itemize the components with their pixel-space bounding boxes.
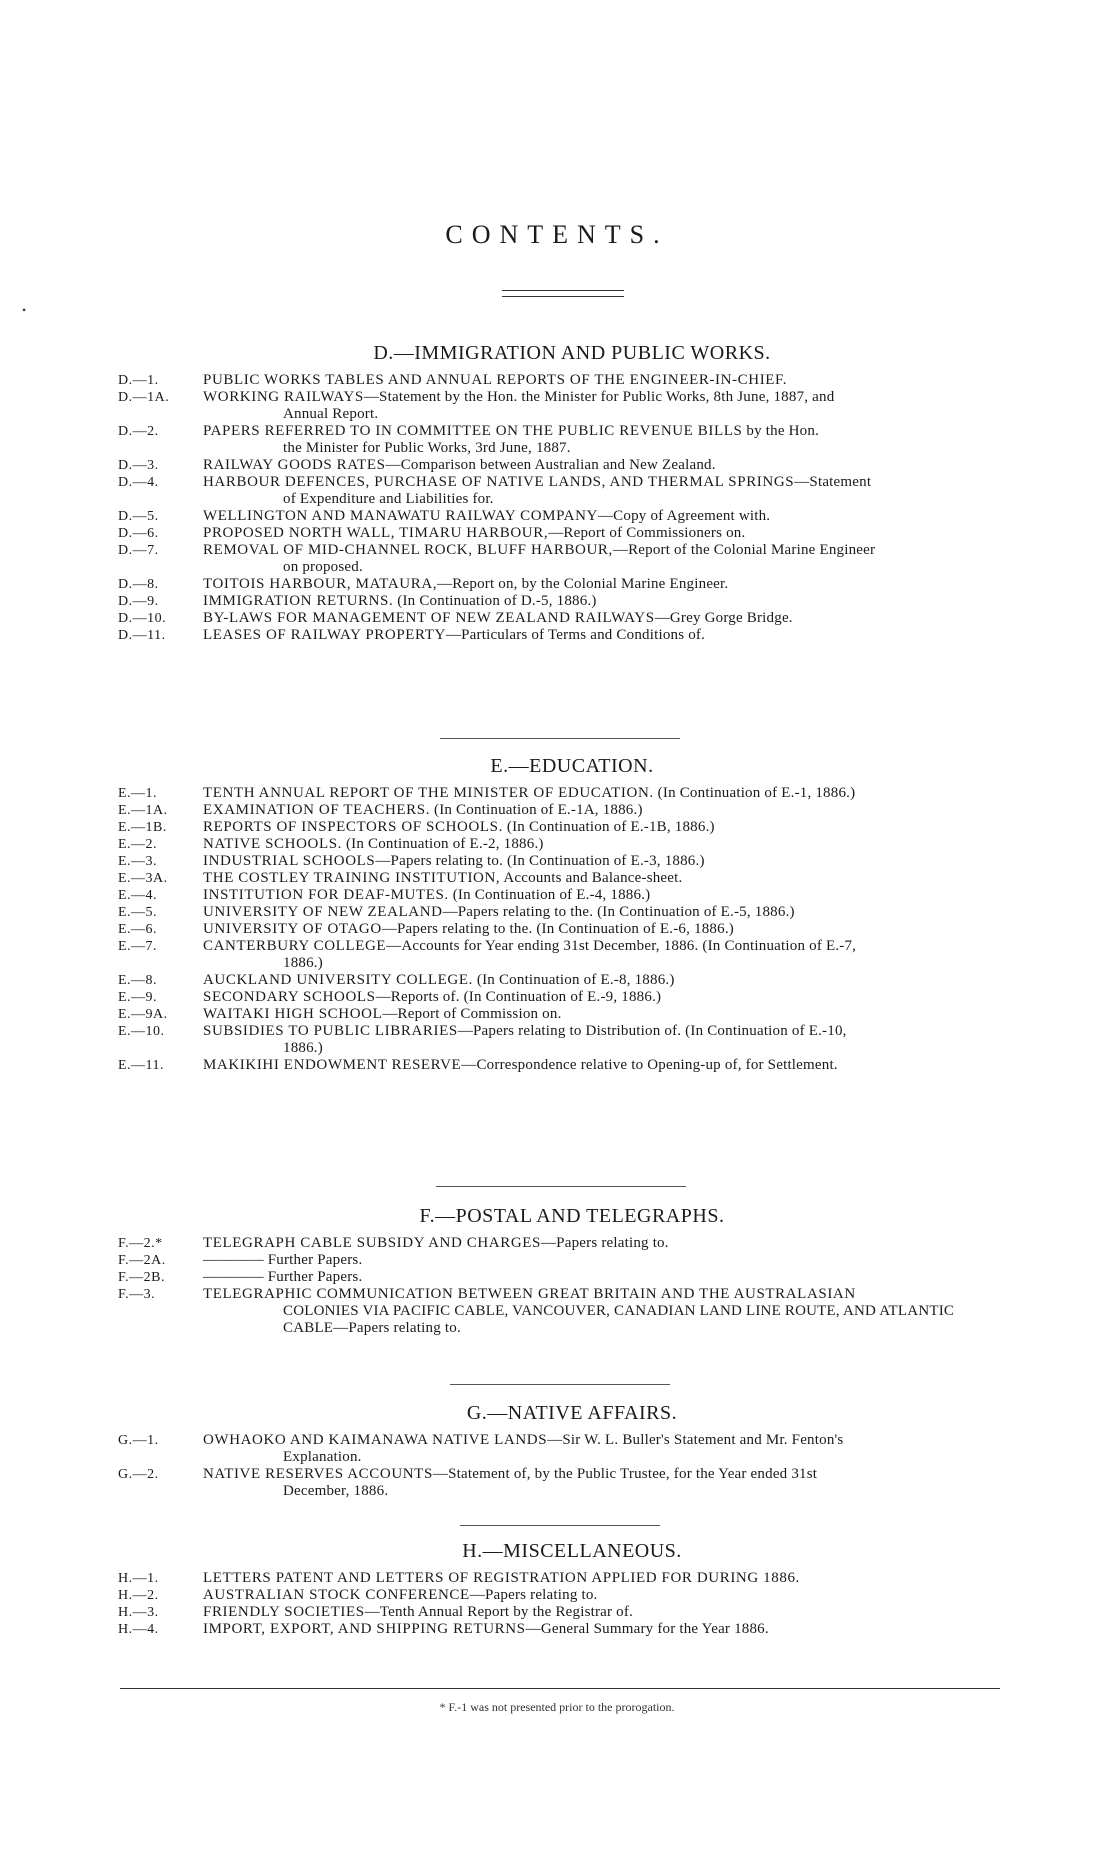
section-heading: G.—NATIVE AFFAIRS. <box>466 1402 678 1424</box>
entry-title: FRIENDLY SOCIETIES <box>203 1604 365 1620</box>
entry-description: (In Continuation of E.-4, 1886.) <box>448 887 651 903</box>
entry-text <box>203 1604 1008 1621</box>
toc-entry <box>0 1235 1114 1252</box>
entry-title: OWHAOKO AND KAIMANAWA NATIVE LANDS <box>203 1432 548 1448</box>
entry-text <box>203 457 1008 474</box>
entry-code: F.—3. <box>118 1287 156 1302</box>
entry-code: E.—1. <box>118 786 158 801</box>
entry-description: (In Continuation of E.-1B, 1886.) <box>502 819 715 835</box>
entry-code: G.—1. <box>118 1433 159 1448</box>
entry-code: E.—8. <box>118 973 158 988</box>
entry-text <box>203 1621 1008 1638</box>
entry-title: SECONDARY SCHOOLS <box>203 989 376 1005</box>
toc-entry <box>0 1252 1114 1269</box>
entry-title: TELEGRAPH CABLE SUBSIDY AND CHARGES <box>203 1235 541 1251</box>
entry-description: —Statement by the Hon. the Minister for Public Works, 8th June, 1887, and <box>363 389 835 405</box>
entry-title: WAITAKI HIGH SCHOOL <box>203 1006 383 1022</box>
entry-continuation: 1886.) <box>283 955 323 971</box>
entry-text <box>203 1570 1008 1587</box>
entry-text <box>203 474 1008 508</box>
toc-entry <box>0 593 1114 610</box>
page-title: CONTENTS. <box>445 220 669 249</box>
entry-text <box>203 1587 1008 1604</box>
toc-entry <box>0 1006 1114 1023</box>
entry-text <box>203 785 1008 802</box>
entry-code: E.—3. <box>118 854 158 869</box>
entry-text <box>203 870 1008 887</box>
entry-title: TENTH ANNUAL REPORT OF THE MINISTER OF EDUCATION. <box>203 785 654 801</box>
entry-continuation: the Minister for Public Works, 3rd June, 1887. <box>283 440 571 456</box>
entry-text <box>203 1466 1008 1500</box>
entry-description: —Reports of. (In Continuation of E.-9, 1886.) <box>375 989 662 1005</box>
entry-code: D.—11. <box>118 628 166 643</box>
entry-description: —Correspondence relative to Opening-up of, for Settlement. <box>461 1057 838 1073</box>
entry-list <box>0 1235 1114 1337</box>
entry-text <box>203 389 1008 423</box>
entry-text <box>203 1057 1008 1074</box>
entry-description: (In Continuation of E.-1A, 1886.) <box>430 802 643 818</box>
entry-code: H.—3. <box>118 1605 159 1620</box>
entry-code: E.—9. <box>118 990 158 1005</box>
toc-entry <box>0 1570 1114 1587</box>
entry-code: D.—1. <box>118 373 159 388</box>
entry-code: E.—7. <box>118 939 158 954</box>
entry-text <box>203 1252 1008 1269</box>
entry-code: E.—4. <box>118 888 158 903</box>
entry-description: —Report on, by the Colonial Marine Engineer. <box>437 576 729 592</box>
entry-text <box>203 819 1008 836</box>
toc-entry <box>0 1269 1114 1286</box>
section-separator <box>436 1186 686 1187</box>
entry-text <box>203 972 1008 989</box>
entry-description: —Papers relating to Distribution of. (In Continuation of E.-10, <box>457 1023 847 1039</box>
entry-title: NATIVE RESERVES ACCOUNTS <box>203 1466 433 1482</box>
toc-entry <box>0 372 1114 389</box>
entry-text <box>203 938 1008 972</box>
entry-description: (In Continuation of E.-8, 1886.) <box>472 972 675 988</box>
entry-description: —Report of Commissioners on. <box>548 525 746 541</box>
toc-entry <box>0 542 1114 576</box>
toc-entry <box>0 1432 1114 1466</box>
entry-title: UNIVERSITY OF OTAGO <box>203 921 382 937</box>
entry-text <box>203 1235 1008 1252</box>
entry-code: E.—3A. <box>118 871 168 886</box>
entry-title: WORKING RAILWAYS <box>203 389 364 405</box>
toc-entry <box>0 508 1114 525</box>
toc-entry <box>0 610 1114 627</box>
section-heading: H.—MISCELLANEOUS. <box>462 1540 682 1562</box>
section-heading: F.—POSTAL AND TELEGRAPHS. <box>419 1205 725 1227</box>
entry-text <box>203 1023 1008 1057</box>
toc-entry <box>0 870 1114 887</box>
entry-description: —Particulars of Terms and Conditions of. <box>445 627 706 643</box>
section-heading: E.—EDUCATION. <box>490 755 654 777</box>
entry-code: D.—1A. <box>118 390 170 405</box>
entry-description: (In Continuation of E.-2, 1886.) <box>342 836 544 852</box>
entry-description: —Statement of, by the Public Trustee, for the Year ended 31st <box>432 1466 818 1482</box>
section-g <box>0 1400 1114 1500</box>
toc-entry <box>0 904 1114 921</box>
toc-entry <box>0 921 1114 938</box>
title-double-rule <box>502 290 624 297</box>
toc-entry <box>0 1621 1114 1638</box>
entry-code: D.—2. <box>118 424 159 439</box>
entry-text <box>203 1006 1008 1023</box>
entry-title: THE COSTLEY TRAINING INSTITUTION, <box>203 870 501 886</box>
entry-description: —Copy of Agreement with. <box>597 508 771 524</box>
entry-description: —Statement <box>794 474 872 490</box>
entry-code: H.—4. <box>118 1622 159 1637</box>
entry-list <box>0 1570 1114 1638</box>
entry-continuation: on proposed. <box>283 559 363 575</box>
entry-description: —Papers relating to. (In Continuation of E.-3, 1886.) <box>375 853 705 869</box>
toc-entry <box>0 1604 1114 1621</box>
entry-title: IMMIGRATION RETURNS. <box>203 593 394 609</box>
entry-code: E.—2. <box>118 837 158 852</box>
entry-text <box>203 627 1008 644</box>
entry-code: F.—2A. <box>118 1253 166 1268</box>
section-f <box>0 1203 1114 1337</box>
entry-text <box>203 1269 1008 1286</box>
section-h <box>0 1538 1114 1638</box>
entry-text <box>203 1286 1008 1337</box>
entry-code: E.—9A. <box>118 1007 168 1022</box>
entry-title: LEASES OF RAILWAY PROPERTY <box>203 627 446 643</box>
entry-description: —Accounts for Year ending 31st December, 1886. (In Continuation of E.-7, <box>386 938 857 954</box>
entry-text <box>203 802 1008 819</box>
entry-title: NATIVE SCHOOLS. <box>203 836 343 852</box>
entry-title: PAPERS REFERRED TO IN COMMITTEE ON THE PUBLIC REVENUE BILLS <box>203 423 743 439</box>
entry-title: TELEGRAPHIC COMMUNICATION BETWEEN GREAT BRITAIN AND THE AUSTRALASIAN <box>203 1286 856 1302</box>
footnote: * F.-1 was not presented prior to the prorogation. <box>439 1700 675 1714</box>
toc-entry <box>0 1286 1114 1337</box>
toc-entry <box>0 389 1114 423</box>
entry-description: —Papers relating to the. (In Continuation of E.-6, 1886.) <box>381 921 734 937</box>
toc-entry <box>0 938 1114 972</box>
toc-entry <box>0 1587 1114 1604</box>
entry-code: E.—1B. <box>118 820 167 835</box>
entry-code: D.—9. <box>118 594 159 609</box>
entry-description: —Comparison between Australian and New Zealand. <box>385 457 716 473</box>
entry-description: —Report of the Colonial Marine Engineer <box>612 542 876 558</box>
entry-text <box>203 1432 1008 1466</box>
entry-continuation: 1886.) <box>283 1040 323 1056</box>
entry-description: —Papers relating to the. (In Continuation of E.-5, 1886.) <box>442 904 795 920</box>
entry-title: REPORTS OF INSPECTORS OF SCHOOLS. <box>203 819 503 835</box>
entry-description: (In Continuation of E.-1, 1886.) <box>653 785 856 801</box>
entry-text <box>203 508 1008 525</box>
entry-title: INDUSTRIAL SCHOOLS <box>203 853 376 869</box>
entry-code: D.—8. <box>118 577 159 592</box>
entry-text <box>203 576 1008 593</box>
entry-text <box>203 525 1008 542</box>
entry-title: AUSTRALIAN STOCK CONFERENCE <box>203 1587 470 1603</box>
entry-list <box>0 372 1114 644</box>
toc-entry <box>0 836 1114 853</box>
entry-title: WELLINGTON AND MANAWATU RAILWAY COMPANY <box>203 508 598 524</box>
entry-continuation: COLONIES VIA PACIFIC CABLE, VANCOUVER, CANADIAN LAND LINE ROUTE, AND ATLANTIC CABLE—Papers relating to. <box>283 1303 955 1336</box>
toc-entry <box>0 474 1114 508</box>
entry-code: H.—1. <box>118 1571 159 1586</box>
entry-description: —Papers relating to. <box>540 1235 669 1251</box>
toc-entry <box>0 785 1114 802</box>
entry-description: —General Summary for the Year 1886. <box>525 1621 769 1637</box>
section-e <box>0 753 1114 1074</box>
entry-text <box>203 887 1008 904</box>
entry-code: D.—7. <box>118 543 159 558</box>
entry-list <box>0 785 1114 1074</box>
toc-entry <box>0 576 1114 593</box>
entry-text <box>203 904 1008 921</box>
entry-title: LETTERS PATENT AND LETTERS OF REGISTRATION APPLIED FOR DURING 1886. <box>203 1570 800 1586</box>
entry-title: TOITOIS HARBOUR, MATAURA, <box>203 576 438 592</box>
toc-entry <box>0 819 1114 836</box>
entry-title: IMPORT, EXPORT, AND SHIPPING RETURNS <box>203 1621 526 1637</box>
entry-title: CANTERBURY COLLEGE <box>203 938 387 954</box>
entry-title: HARBOUR DEFENCES, PURCHASE OF NATIVE LANDS, AND THERMAL SPRINGS <box>203 474 795 490</box>
section-heading: D.—IMMIGRATION AND PUBLIC WORKS. <box>373 342 771 364</box>
toc-entry <box>0 457 1114 474</box>
entry-title: REMOVAL OF MID-CHANNEL ROCK, BLUFF HARBOUR, <box>203 542 613 558</box>
entry-title: SUBSIDIES TO PUBLIC LIBRARIES <box>203 1023 458 1039</box>
toc-entry <box>0 1057 1114 1074</box>
entry-title: EXAMINATION OF TEACHERS. <box>203 802 431 818</box>
entry-title: BY-LAWS FOR MANAGEMENT OF NEW ZEALAND RAILWAYS <box>203 610 655 626</box>
entry-code: F.—2.* <box>118 1236 163 1251</box>
toc-entry <box>0 423 1114 457</box>
entry-description: —Papers relating to. <box>469 1587 598 1603</box>
entry-text <box>203 372 1008 389</box>
section-d <box>0 340 1114 644</box>
toc-entry <box>0 802 1114 819</box>
entry-description: ———— Further Papers. <box>203 1269 363 1285</box>
entry-continuation: Annual Report. <box>283 406 379 422</box>
entry-continuation: of Expenditure and Liabilities for. <box>283 491 494 507</box>
entry-title: UNIVERSITY OF NEW ZEALAND <box>203 904 443 920</box>
entry-title: PROPOSED NORTH WALL, TIMARU HARBOUR, <box>203 525 549 541</box>
entry-code: F.—2B. <box>118 1270 166 1285</box>
entry-continuation: Explanation. <box>283 1449 362 1465</box>
toc-entry <box>0 1023 1114 1057</box>
entry-title: RAILWAY GOODS RATES <box>203 457 386 473</box>
entry-code: D.—3. <box>118 458 159 473</box>
entry-description: —Grey Gorge Bridge. <box>654 610 793 626</box>
section-separator <box>460 1525 660 1526</box>
section-separator <box>440 738 680 739</box>
entry-code: D.—4. <box>118 475 159 490</box>
entry-code: E.—1A. <box>118 803 168 818</box>
toc-entry <box>0 1466 1114 1500</box>
toc-entry <box>0 989 1114 1006</box>
entry-title: MAKIKIHI ENDOWMENT RESERVE <box>203 1057 462 1073</box>
entry-title: PUBLIC WORKS TABLES AND ANNUAL REPORTS OF THE ENGINEER-IN-CHIEF. <box>203 372 788 388</box>
section-separator <box>450 1384 670 1385</box>
toc-entry <box>0 887 1114 904</box>
entry-text <box>203 989 1008 1006</box>
entry-text <box>203 836 1008 853</box>
toc-entry <box>0 627 1114 644</box>
entry-code: E.—5. <box>118 905 158 920</box>
entry-text <box>203 610 1008 627</box>
entry-description: (In Continuation of D.-5, 1886.) <box>393 593 597 609</box>
entry-title: AUCKLAND UNIVERSITY COLLEGE. <box>203 972 473 988</box>
toc-entry <box>0 525 1114 542</box>
footnote-rule <box>120 1688 1000 1689</box>
entry-text <box>203 593 1008 610</box>
entry-description: —Sir W. L. Buller's Statement and Mr. Fenton's <box>547 1432 844 1448</box>
entry-list <box>0 1432 1114 1500</box>
entry-code: D.—5. <box>118 509 159 524</box>
entry-description: Accounts and Balance-sheet. <box>500 870 683 886</box>
entry-code: E.—10. <box>118 1024 165 1039</box>
entry-description: by the Hon. <box>742 423 820 439</box>
entry-text <box>203 921 1008 938</box>
toc-entry <box>0 972 1114 989</box>
entry-description: —Tenth Annual Report by the Registrar of. <box>364 1604 634 1620</box>
entry-description: —Report of Commission on. <box>382 1006 562 1022</box>
toc-entry <box>0 853 1114 870</box>
entry-text <box>203 423 1008 457</box>
entry-code: E.—6. <box>118 922 158 937</box>
entry-continuation: December, 1886. <box>283 1483 389 1499</box>
entry-code: G.—2. <box>118 1467 159 1482</box>
entry-text <box>203 542 1008 576</box>
entry-text <box>203 853 1008 870</box>
entry-title: INSTITUTION FOR DEAF-MUTES. <box>203 887 449 903</box>
entry-description: ———— Further Papers. <box>203 1252 363 1268</box>
entry-code: D.—6. <box>118 526 159 541</box>
entry-code: E.—11. <box>118 1058 165 1073</box>
ink-speck: • <box>22 303 27 317</box>
entry-code: D.—10. <box>118 611 167 626</box>
entry-code: H.—2. <box>118 1588 159 1603</box>
